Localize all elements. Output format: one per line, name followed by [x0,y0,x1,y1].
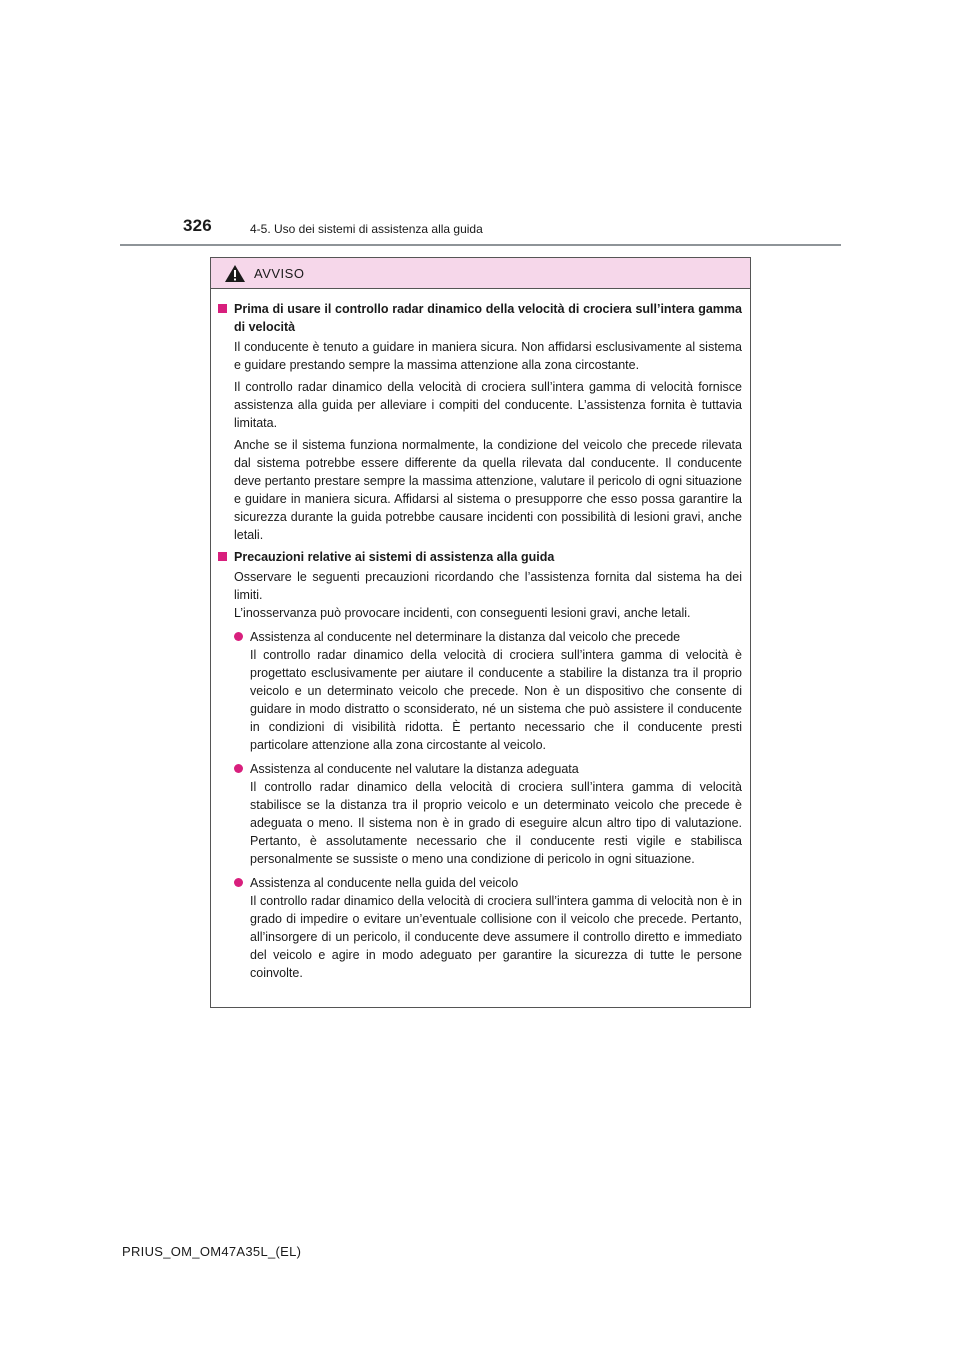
bullet-title: Assistenza al conducente nel determinare la distanza dal veicolo che precede [250,630,681,644]
bullet-title: Assistenza al conducente nella guida del veicolo [250,876,519,890]
header-rule [120,244,841,246]
bullet-title: Assistenza al conducente nel valutare la distanza adeguata [250,762,579,776]
warning-body [211,289,750,982]
warning-triangle-icon [224,264,246,283]
bullet-description: Il controllo radar dinamico della velocità di crociera sull’intera gamma di velocità non è in grado di impedire o evitare un’eventuale collisione con il veicolo che precede. Pertanto, all’insorgere di un pericolo, il conducente deve assumere il controllo diretto e immediato del veicolo e agire in modo adeguato per garantire la sicurezza di tutte le persone coinvolte. [250,894,742,980]
paragraph: Il conducente è tenuto a guidare in maniera sicura. Non affidarsi esclusivamente al sistema e guidare prestando sempre la massima attenzione alla zona circostante. [234,340,742,372]
circle-bullet-icon [234,764,243,773]
bullet-item [234,874,742,982]
paragraph [234,568,742,622]
section-heading-text: Prima di usare il controllo radar dinamico della velocità di crociera sull’intera gamma di velocità [234,302,742,334]
section-heading-text: Precauzioni relative ai sistemi di assistenza alla guida [234,550,555,564]
bullet-item [234,760,742,868]
footer-doc-code: PRIUS_OM_OM47A35L_(EL) [122,1244,302,1259]
bullet-text [250,628,742,754]
warning-label: AVVISO [254,265,305,281]
page-number: 326 [183,216,212,235]
warning-section [218,300,742,544]
intro-line: L’inosservanza può provocare incidenti, con conseguenti lesioni gravi, anche letali. [234,606,691,620]
bullet-item [234,628,742,754]
section-heading [218,300,742,336]
bullet-description: Il controllo radar dinamico della velocità di crociera sull’intera gamma di velocità è progettato esclusivamente per aiutare il conducente a stabilire la distanza tra il proprio veicolo e un determinato veicolo che precede. Non è un dispositivo che consente di guidare in modo distratto o sconsiderato, né un sistema che può assistere il conducente in condizioni di visibilità ridotta. È pertanto necessario che il conducente presti particolare attenzione alla zona circostante al veicolo. [250,648,742,752]
paragraph: Il controllo radar dinamico della velocità di crociera sull’intera gamma di velocità fornisce assistenza alla guida per alleviare i compiti del conducente. L’assistenza fornita è tuttavia limitata. [234,380,742,430]
section-title: 4-5. Uso dei sistemi di assistenza alla guida [250,222,483,236]
warning-section [218,548,742,982]
square-bullet-icon [218,304,227,313]
bullet-description: Il controllo radar dinamico della velocità di crociera sull’intera gamma di velocità stabilisce se la distanza tra il proprio veicolo e un determinato veicolo che precede è adeguata o meno. Il sistema non è in grado di eseguire alcun altro tipo di valutazione. Pertanto, è assolutamente necessario che il conducente resti vigile e stabilisca personalmente se sussiste o meno una condizione di pericolo in ogni situazione. [250,780,742,866]
square-bullet-icon [218,552,227,561]
bullet-text [250,760,742,868]
circle-bullet-icon [234,878,243,887]
intro-line: Osservare le seguenti precauzioni ricordando che l’assistenza fornita dal sistema ha dei limiti. [234,570,742,602]
bullet-text [250,874,742,982]
circle-bullet-icon [234,632,243,641]
warning-header [211,258,750,289]
paragraph: Anche se il sistema funziona normalmente, la condizione del veicolo che precede rilevata dal sistema potrebbe essere differente da quella rilevata dal conducente. Il conducente deve pertanto prestare sempre la massima attenzione, valutare il pericolo di ogni situazione e guidare in maniera sicura. Affidarsi al sistema o presupporre che esso possa garantire la sicurezza durante la guida potrebbe causare incidenti con possibilità di lesioni gravi, anche letali. [234,438,742,542]
warning-box [210,257,751,1008]
section-heading [218,548,742,566]
